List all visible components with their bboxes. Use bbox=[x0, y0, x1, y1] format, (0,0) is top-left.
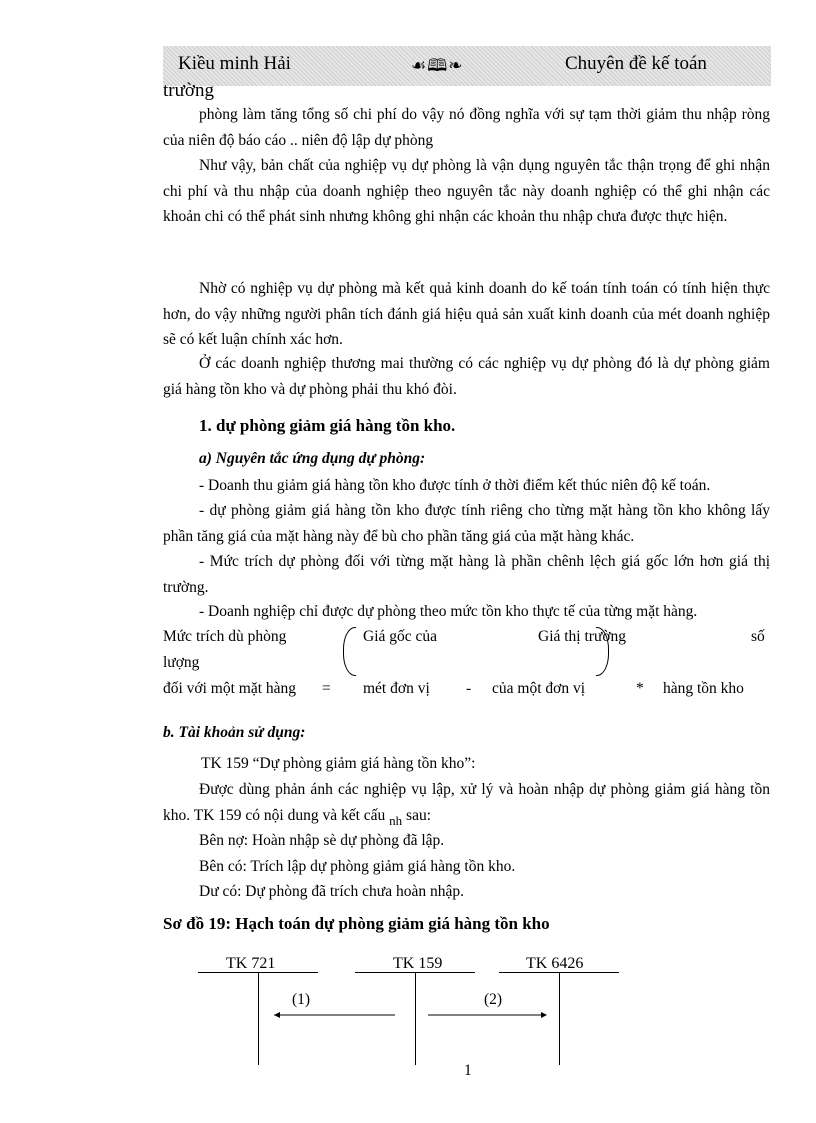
header-author: Kiều minh Hải bbox=[178, 53, 291, 74]
tk159-description-end: sau: bbox=[406, 806, 431, 824]
formula-so-2: hàng tồn kho bbox=[663, 680, 744, 697]
header-author-cont: trường bbox=[163, 80, 214, 101]
bullet-1: - Doanh thu giảm giá hàng tồn kho được tính ở thời điểm kết thúc niên độ kế toán. bbox=[199, 477, 711, 494]
subsection-b-heading: b. Tài khoản sử dụng: bbox=[163, 724, 306, 741]
paragraph-1: phòng làm tăng tổng số chi phí do vậy nó đồng nghĩa với sự tạm thời giảm thu nhập ròng của niên độ báo cáo .. niên độ lập dự phòng bbox=[163, 106, 770, 149]
tk159-title: TK 159 “Dự phòng giảm giá hàng tồn kho”: bbox=[201, 755, 476, 772]
formula-gia-goc-2: mét đơn vị bbox=[363, 680, 430, 697]
formula-left-2: lượng bbox=[163, 654, 200, 671]
page-number: 1 bbox=[464, 1062, 472, 1079]
du-co: Dư có: Dự phòng đã trích chưa hoàn nhập. bbox=[199, 883, 464, 900]
account-6426-axis bbox=[559, 973, 560, 1065]
account-6426-label: TK 6426 bbox=[526, 955, 584, 972]
bullet-3: - Mức trích dự phòng đối với từng mặt hàng là phần chênh lệch giá gốc lớn hơn giá thị trường. bbox=[163, 553, 770, 596]
bullet-4: - Doanh nghiệp chỉ được dự phòng theo mức tồn kho thực tế của từng mặt hàng. bbox=[199, 603, 698, 620]
diagram-title: Sơ đồ 19: Hạch toán dự phòng giảm giá hàng tồn kho bbox=[163, 914, 550, 933]
entry-1-arrowhead bbox=[274, 1012, 280, 1018]
ben-co: Bên có: Trích lập dự phòng giảm giá hàng tồn kho. bbox=[199, 858, 516, 875]
bullet-2: - dự phòng giảm giá hàng tồn kho được tính riêng cho từng mặt hàng tồn kho không lấy phần tăng giá của mặt hàng này để bù cho phần tăng giá của mặt hàng khác. bbox=[163, 502, 770, 545]
header-ornament-icon: ☙🕮❧ bbox=[411, 56, 464, 75]
formula-left-1: Mức trích dù phòng bbox=[163, 628, 287, 645]
formula-gia-goc-1: Giá gốc của bbox=[363, 628, 438, 645]
entry-2-arrowhead bbox=[541, 1012, 547, 1018]
account-159-axis bbox=[415, 973, 416, 1065]
tk159-description bbox=[163, 777, 770, 828]
paragraph-4: Ở các doanh nghiệp thương mai thường có các nghiệp vụ dự phòng đó là dự phòng giảm giá hàng tồn kho và dự phòng phải thu khó đòi. bbox=[163, 355, 770, 398]
formula-gia-tt-1: Giá thị trường bbox=[538, 628, 627, 645]
subsection-a-heading: a) Nguyên tắc ứng dụng dự phòng: bbox=[199, 450, 426, 467]
entry-2-arrow bbox=[426, 1009, 551, 1021]
account-159-label: TK 159 bbox=[393, 955, 443, 972]
formula-gia-tt-2: của một đơn vị bbox=[492, 680, 585, 697]
tk159-description-text: Được dùng phản ánh các nghiệp vụ lập, xử lý và hoàn nhập dự phòng giảm giá hàng tồn kho. TK 159 có nội dung và kết cấu bbox=[163, 781, 770, 824]
header-title: Chuyên đề kế toán bbox=[565, 53, 707, 74]
tk159-description-subscript: nh bbox=[389, 812, 403, 828]
section-heading: 1. dự phòng giảm giá hàng tồn kho. bbox=[199, 416, 456, 435]
paragraph-2: Như vậy, bản chất của nghiệp vụ dự phòng là vận dụng nguyên tắc thận trọng để ghi nhận chi phí và thu nhập của doanh nghiệp theo nguyên tắc này doanh nghiệp có thể ghi nhận các khoản chi có thể phát sinh nhưng không ghi nhận các khoản thu nhập chưa được thực hiện. bbox=[163, 157, 770, 225]
account-721-label: TK 721 bbox=[226, 955, 276, 972]
formula-times: * bbox=[636, 680, 644, 697]
paragraph-3: Nhờ có nghiệp vụ dự phòng mà kết quả kinh doanh do kế toán tính toán có tính hiện thực hơn, do vậy những người phân tích đánh giá hiệu quả sản xuất kinh doanh của mét doanh nghiệp sẽ có kết luận chính xác hơn. bbox=[163, 280, 770, 348]
entry-2-label: (2) bbox=[484, 991, 503, 1008]
formula-bracket-left bbox=[343, 627, 356, 676]
account-721-axis bbox=[258, 973, 259, 1065]
formula-equals: = bbox=[322, 680, 331, 697]
formula-left-3: đối với một mặt hàng bbox=[163, 680, 297, 697]
entry-1-label: (1) bbox=[292, 991, 311, 1008]
formula-minus: - bbox=[466, 680, 472, 697]
entry-1-arrow bbox=[270, 1009, 400, 1021]
ben-no: Bên nợ: Hoàn nhập sè dự phòng đã lập. bbox=[199, 832, 445, 849]
formula-so-1: số bbox=[751, 628, 765, 645]
